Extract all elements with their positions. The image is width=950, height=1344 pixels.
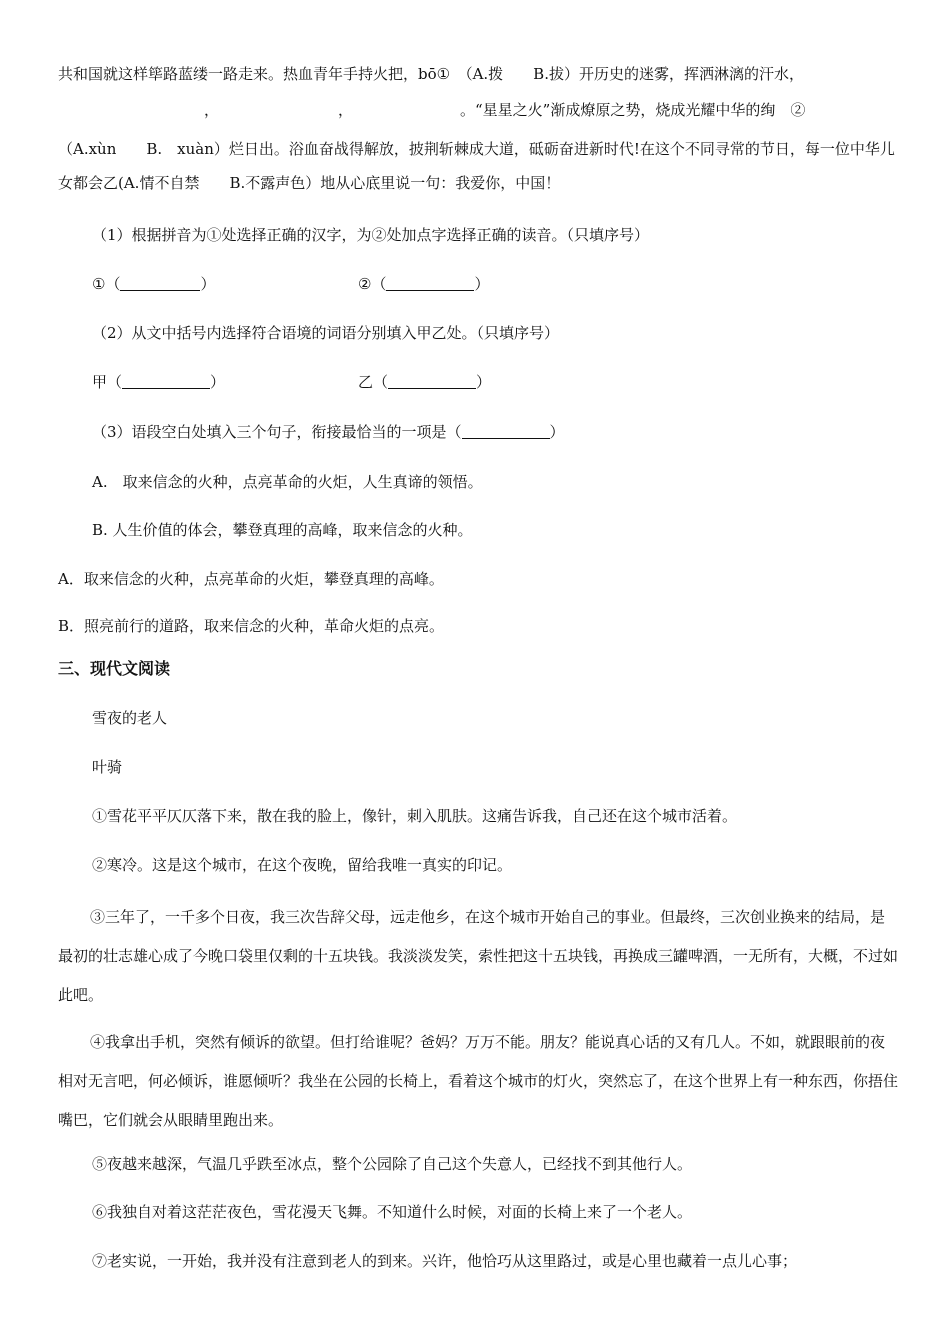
passage-line-2-text: 。“星星之火”渐成燎原之势，烧成光耀中华的绚 ② <box>460 101 806 119</box>
question-3-prompt <box>92 422 565 442</box>
option-2: B. 人生价值的体会，攀登真理的高峰，取来信念的火种。 <box>92 521 473 539</box>
question-1-prompt: （1）根据拼音为①处选择正确的汉字，为②处加点字选择正确的读音。（只填序号） <box>92 226 650 244</box>
paragraph-5: ⑤夜越来越深，气温几乎跌至冰点，整个公园除了自己这个失意人，已经找不到其他行人。 <box>92 1155 693 1173</box>
passage-blank-comma-1: ， <box>204 101 220 119</box>
question-2-answer-yi <box>358 372 491 392</box>
question-2-prompt: （2）从文中括号内选择符合语境的词语分别填入甲乙处。（只填序号） <box>92 324 560 342</box>
paragraph-6: ⑥我独自对着这茫茫夜色，雪花漫天飞舞。不知道什么时候，对面的长椅上来了一个老人。 <box>92 1203 693 1221</box>
passage-continuation: （A.xùn B. xuàn）烂日出。浴血奋战得解放，披荆斩棘成大道，砥砺奋进新时代!在这个不同寻常的节日，每一位中华儿女都会乙(A.情不自禁 B.不露声色）地从心底里说一句：我爱你，中国！ <box>58 140 895 192</box>
answer-blank-yi[interactable] <box>388 372 476 389</box>
paragraph-3: ③三年了，一千多个日夜，我三次告辞父母，远走他乡，在这个城市开始自己的事业。但最终，三次创业换来的结局，是最初的壮志雄心成了今晚口袋里仅剩的十五块钱。我淡淡发笑，索性把这十五块钱，再换成三罐啤酒，一无所有，大概，不过如此吧。 <box>58 908 899 1004</box>
paragraph-2: ②寒冷。这是这个城市，在这个夜晚，留给我唯一真实的印记。 <box>92 856 513 874</box>
passage-blank-comma-2: ， <box>338 101 354 119</box>
answer-2-open: ②（ <box>358 275 387 293</box>
option-4: B．照亮前行的道路，取来信念的火种，革命火炬的点亮。 <box>58 617 445 635</box>
article-author: 叶骑 <box>92 758 123 776</box>
passage-line-1: 共和国就这样筚路蓝缕一路走来。热血青年手持火把，bō① （A.拨 B.拔）开历史的迷雾，挥洒淋漓的汗水， <box>58 65 804 83</box>
answer-jia-open: 甲（ <box>92 373 123 391</box>
answer-1-open: ①（ <box>92 275 121 293</box>
section-heading: 三、现代文阅读 <box>58 659 171 678</box>
article-title: 雪夜的老人 <box>92 709 168 727</box>
answer-blank-jia[interactable] <box>122 372 210 389</box>
paragraph-4: ④我拿出手机，突然有倾诉的欲望。但打给谁呢？爸妈？万万不能。朋友？能说真心话的又有几人。不如，就跟眼前的夜相对无言吧，何必倾诉，谁愿倾听？我坐在公园的长椅上，看着这个城市的灯火，突然忘了，在这个世界上有一种东西，你捂住嘴巴，它们就会从眼睛里跑出来。 <box>58 1033 899 1129</box>
answer-blank-1[interactable] <box>120 274 200 291</box>
paragraph-1: ①雪花平平仄仄落下来，散在我的脸上，像针，刺入肌肤。这痛告诉我，自己还在这个城市活着。 <box>92 807 738 825</box>
question-1-answer-1 <box>92 274 215 294</box>
answer-blank-3[interactable] <box>462 422 550 439</box>
answer-blank-2[interactable] <box>386 274 474 291</box>
answer-yi-close: ） <box>476 373 492 391</box>
answer-1-close: ） <box>200 275 216 293</box>
question-2-answer-jia <box>92 372 225 392</box>
question-3-close: ） <box>549 423 565 441</box>
option-3: A．取来信念的火种，点亮革命的火炬，攀登真理的高峰。 <box>58 570 444 588</box>
answer-jia-close: ） <box>210 373 226 391</box>
answer-yi-open: 乙（ <box>358 373 389 391</box>
option-1: A. 取来信念的火种，点亮革命的火炬，人生真谛的领悟。 <box>92 473 483 491</box>
answer-2-close: ） <box>474 275 490 293</box>
question-3-text: （3）语段空白处填入三个句子，衔接最恰当的一项是（ <box>92 423 462 441</box>
question-1-answer-2 <box>358 274 489 294</box>
paragraph-7: ⑦老实说，一开始，我并没有注意到老人的到来。兴许，他恰巧从这里路过，或是心里也藏着一点儿心事； <box>92 1252 798 1270</box>
